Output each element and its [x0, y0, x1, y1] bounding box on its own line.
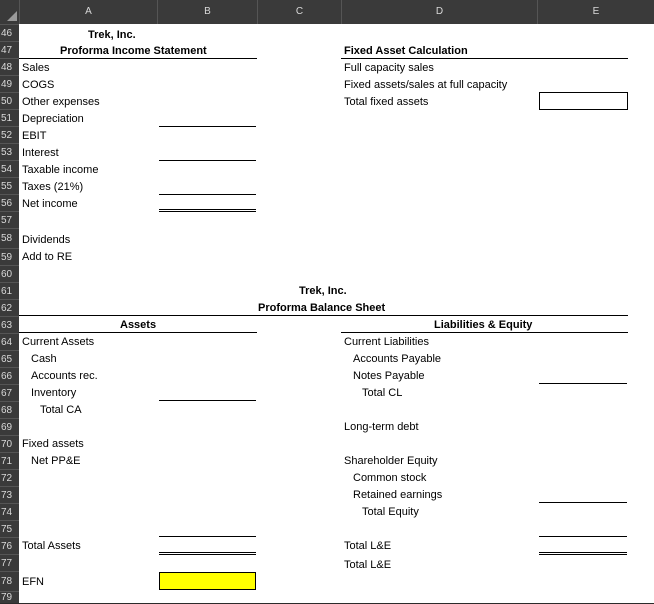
row-header[interactable]: 55	[0, 177, 19, 194]
efn-cell[interactable]	[159, 572, 256, 590]
column-header-a[interactable]: A	[19, 0, 157, 24]
income-title: Proforma Income Statement	[60, 45, 207, 57]
row-header[interactable]: 66	[0, 367, 19, 384]
accounts-rec-label[interactable]: Accounts rec.	[31, 370, 98, 382]
net-ppe-label[interactable]: Net PP&E	[31, 455, 81, 467]
column-header-d[interactable]: D	[341, 0, 537, 24]
fixed-asset-title: Fixed Asset Calculation	[344, 45, 468, 57]
interest-underline	[159, 160, 256, 161]
income-item-cogs[interactable]: COGS	[22, 79, 55, 91]
income-item-interest[interactable]: Interest	[22, 147, 59, 159]
fa-sales-ratio-label[interactable]: Fixed assets/sales at full capacity	[344, 79, 508, 91]
row-header[interactable]: 65	[0, 350, 19, 367]
row-header[interactable]: 69	[0, 418, 19, 435]
net-income-double-underline	[159, 209, 256, 212]
liabilities-equity-header: Liabilities & Equity	[434, 319, 533, 331]
balance-company: Trek, Inc.	[299, 285, 347, 297]
row-header[interactable]: 72	[0, 469, 19, 486]
row-header[interactable]: 57	[0, 211, 19, 228]
inventory-label[interactable]: Inventory	[31, 387, 77, 399]
row-header[interactable]: 68	[0, 401, 19, 418]
row-header[interactable]: 61	[0, 282, 19, 299]
row-header[interactable]: 74	[0, 503, 19, 520]
row-header[interactable]: 52	[0, 126, 19, 143]
total-fixed-assets-label[interactable]: Total fixed assets	[344, 96, 429, 108]
row-header[interactable]: 48	[0, 58, 19, 75]
row-header[interactable]: 56	[0, 194, 19, 211]
row-header[interactable]: 64	[0, 333, 19, 350]
income-add-re[interactable]: Add to RE	[22, 251, 73, 263]
pre-total-assets-underline	[159, 536, 256, 537]
row-header[interactable]: 60	[0, 265, 19, 282]
row-header[interactable]: 62	[0, 299, 19, 316]
inventory-underline	[159, 400, 256, 401]
row-header[interactable]: 67	[0, 384, 19, 401]
assets-header-underline	[19, 332, 257, 333]
notes-payable-label[interactable]: Notes Payable	[353, 370, 425, 382]
row-header[interactable]: 63	[0, 316, 19, 333]
total-fixed-assets-cell[interactable]	[539, 92, 628, 110]
row-header[interactable]: 70	[0, 435, 19, 452]
income-item-taxable[interactable]: Taxable income	[22, 164, 99, 176]
fixed-assets-label[interactable]: Fixed assets	[22, 438, 84, 450]
total-cl-label[interactable]: Total CL	[362, 387, 403, 399]
total-equity-label[interactable]: Total Equity	[362, 506, 419, 518]
fixed-asset-underline	[341, 58, 628, 59]
total-le-double-underline	[539, 552, 627, 555]
balance-title: Proforma Balance Sheet	[258, 302, 386, 314]
total-le-label-2[interactable]: Total L&E	[344, 559, 392, 571]
balance-title-underline	[19, 315, 628, 316]
row-header[interactable]: 46	[0, 24, 19, 41]
liab-header-underline	[341, 332, 628, 333]
taxes-underline	[159, 194, 256, 195]
select-all-triangle-icon	[7, 11, 17, 21]
row-header[interactable]: 54	[0, 160, 19, 177]
row-header[interactable]: 77	[0, 554, 19, 571]
row-header[interactable]: 47	[0, 41, 19, 58]
cash-label[interactable]: Cash	[31, 353, 57, 365]
income-item-ebit[interactable]: EBIT	[22, 130, 47, 142]
row-header[interactable]: 51	[0, 109, 19, 126]
row-header[interactable]: 75	[0, 520, 19, 537]
income-dividends[interactable]: Dividends	[22, 234, 71, 246]
efn-label[interactable]: EFN	[22, 576, 44, 588]
row-header[interactable]: 53	[0, 143, 19, 160]
total-assets-double-underline	[159, 552, 256, 555]
depreciation-underline	[159, 126, 256, 127]
column-header-e[interactable]: E	[537, 0, 654, 24]
row-header[interactable]: 50	[0, 92, 19, 109]
income-item-depreciation[interactable]: Depreciation	[22, 113, 84, 125]
accounts-payable-label[interactable]: Accounts Payable	[353, 353, 442, 365]
select-all-corner[interactable]	[0, 0, 19, 24]
retained-earnings-underline	[539, 502, 627, 503]
total-assets-label[interactable]: Total Assets	[22, 540, 81, 552]
row-header[interactable]: 58	[0, 228, 19, 248]
income-company: Trek, Inc.	[88, 29, 136, 41]
row-header[interactable]: 73	[0, 486, 19, 503]
current-assets-label[interactable]: Current Assets	[22, 336, 95, 348]
assets-header: Assets	[120, 319, 157, 331]
pre-total-le-underline	[539, 536, 627, 537]
row-header[interactable]: 76	[0, 537, 19, 554]
total-ca-label[interactable]: Total CA	[40, 404, 82, 416]
column-header-b[interactable]: B	[157, 0, 257, 24]
retained-earnings-label[interactable]: Retained earnings	[353, 489, 443, 501]
income-item-other[interactable]: Other expenses	[22, 96, 100, 108]
row-header[interactable]: 78	[0, 571, 19, 591]
income-item-taxes[interactable]: Taxes (21%)	[22, 181, 84, 193]
row-header[interactable]: 49	[0, 75, 19, 92]
column-header-bar	[0, 0, 654, 24]
row-header[interactable]: 59	[0, 248, 19, 265]
income-item-net-income[interactable]: Net income	[22, 198, 78, 210]
common-stock-label[interactable]: Common stock	[353, 472, 427, 484]
total-le-label[interactable]: Total L&E	[344, 540, 392, 552]
long-term-debt-label[interactable]: Long-term debt	[344, 421, 419, 433]
row-header[interactable]: 79	[0, 591, 19, 603]
income-title-underline	[19, 58, 257, 59]
row-header[interactable]: 71	[0, 452, 19, 469]
income-item-sales[interactable]: Sales	[22, 62, 50, 74]
column-header-c[interactable]: C	[257, 0, 341, 24]
full-capacity-sales-label[interactable]: Full capacity sales	[344, 62, 434, 74]
shareholder-equity-label[interactable]: Shareholder Equity	[344, 455, 438, 467]
current-liabilities-label[interactable]: Current Liabilities	[344, 336, 429, 348]
notes-payable-underline	[539, 383, 627, 384]
